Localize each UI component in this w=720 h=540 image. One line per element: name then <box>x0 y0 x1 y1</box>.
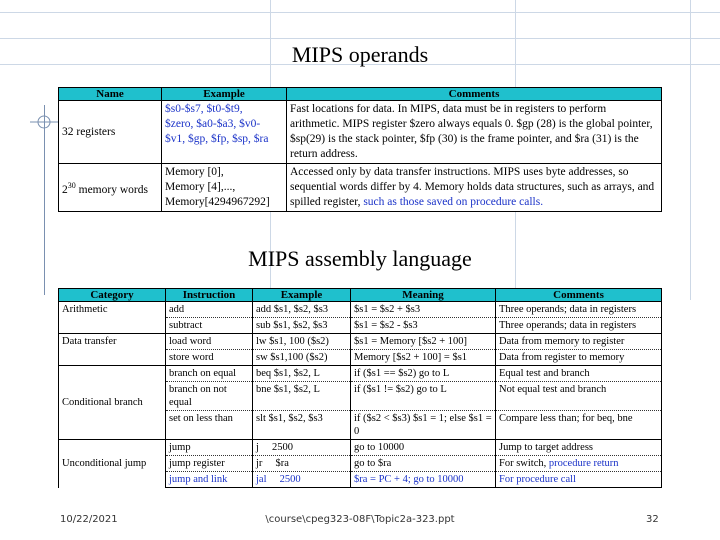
comment-text-highlight: procedure return <box>548 458 619 469</box>
instruction-cell: jump register <box>166 456 253 472</box>
instruction-cell: load word <box>166 334 253 350</box>
example-line: Memory [4],..., <box>165 181 236 193</box>
category-cell: Conditional branch <box>59 366 166 440</box>
comment-cell: Three operands; data in registers <box>496 318 662 334</box>
example-line: Memory[4294967292] <box>165 196 270 208</box>
meaning-cell: $s1 = $s2 + $s3 <box>351 302 496 318</box>
comment-cell: Data from memory to register <box>496 334 662 350</box>
operand-comment: Fast locations for data. In MIPS, data must be in registers to perform arithmetic. MIPS register $zero always equals 0. $gp (28) is the global pointer, $sp(29) is the stack pointer, $fp (30) is the frame pointer, and $ra (31) is the return address. <box>287 101 662 164</box>
column-header: Comments <box>496 289 662 302</box>
example-cell: jal 2500 <box>253 472 351 488</box>
footer-date: 10/22/2021 <box>60 514 118 525</box>
example-cell: slt $s1, $s2, $s3 <box>253 411 351 440</box>
comment-cell: Data from register to memory <box>496 350 662 366</box>
example-cell: bne $s1, $s2, L <box>253 382 351 411</box>
example-cell: jr $ra <box>253 456 351 472</box>
operand-example <box>162 164 287 212</box>
meaning-cell: go to 10000 <box>351 440 496 456</box>
instruction-cell: branch on not equal <box>166 382 253 411</box>
example-line: $s0-$s7, $t0-$t9, <box>165 103 243 115</box>
category-cell: Unconditional jump <box>59 440 166 488</box>
decor-line <box>0 12 720 13</box>
column-header: Example <box>162 88 287 101</box>
meaning-cell: Memory [$s2 + 100] = $s1 <box>351 350 496 366</box>
column-header: Category <box>59 289 166 302</box>
comment-cell: Not equal test and branch <box>496 382 662 411</box>
category-cell: Arithmetic <box>59 302 166 334</box>
meaning-cell: if ($s2 < $s3) $s1 = 1; else $s1 = 0 <box>351 411 496 440</box>
instruction-cell: set on less than <box>166 411 253 440</box>
instruction-cell: jump <box>166 440 253 456</box>
comment-text-highlight: such as those saved on procedure calls. <box>363 196 544 208</box>
meaning-cell: go to $ra <box>351 456 496 472</box>
column-header: Meaning <box>351 289 496 302</box>
operand-comment <box>287 164 662 212</box>
table-header-row <box>59 88 662 101</box>
name-base: 2 <box>62 183 68 196</box>
meaning-cell: $ra = PC + 4; go to 10000 <box>351 472 496 488</box>
operand-name <box>59 164 162 212</box>
example-line: $v1, $gp, $fp, $sp, $ra <box>165 133 269 145</box>
operands-table <box>58 87 662 212</box>
page-number: 32 <box>646 514 659 525</box>
name-exponent: 30 <box>67 180 76 190</box>
example-line: $zero, $a0-$a3, $v0- <box>165 118 261 130</box>
operand-name: 32 registers <box>59 101 162 164</box>
comment-cell <box>496 456 662 472</box>
instruction-cell: subtract <box>166 318 253 334</box>
comment-cell: Equal test and branch <box>496 366 662 382</box>
table-row <box>59 440 662 456</box>
operand-example <box>162 101 287 164</box>
meaning-cell: $s1 = $s2 - $s3 <box>351 318 496 334</box>
meaning-cell: if ($s1 != $s2) go to L <box>351 382 496 411</box>
example-line: Memory [0], <box>165 166 224 178</box>
table-row <box>59 101 662 164</box>
example-cell: beq $s1, $s2, L <box>253 366 351 382</box>
meaning-cell: $s1 = Memory [$s2 + 100] <box>351 334 496 350</box>
instruction-cell: jump and link <box>166 472 253 488</box>
category-cell: Data transfer <box>59 334 166 366</box>
operands-title: MIPS operands <box>291 42 429 67</box>
footer-path: \course\cpeg323-08F\Topic2a-323.ppt <box>265 514 455 525</box>
instruction-cell: add <box>166 302 253 318</box>
assembly-title: MIPS assembly language <box>248 246 472 271</box>
column-header: Comments <box>287 88 662 101</box>
example-cell: lw $s1, 100 ($s2) <box>253 334 351 350</box>
table-header-row <box>59 289 662 302</box>
comment-text: Accessed only by data transfer instructions. MIPS uses byte addresses, so sequential words differ by 4. Memory holds data structures, such as arrays, and spilled register, <box>290 166 655 208</box>
comment-text: For switch, <box>499 458 549 469</box>
example-cell: sub $s1, $s2, $s3 <box>253 318 351 334</box>
comment-cell: For procedure call <box>496 472 662 488</box>
name-rest: memory words <box>75 183 148 196</box>
example-cell: sw $s1,100 ($s2) <box>253 350 351 366</box>
example-cell: j 2500 <box>253 440 351 456</box>
table-row <box>59 334 662 350</box>
instruction-cell: store word <box>166 350 253 366</box>
table-row <box>59 164 662 212</box>
comment-cell: Jump to target address <box>496 440 662 456</box>
target-decoration-icon <box>30 108 60 138</box>
example-cell: add $s1, $s2, $s3 <box>253 302 351 318</box>
assembly-table <box>58 288 662 488</box>
column-header: Example <box>253 289 351 302</box>
decor-line <box>0 38 720 39</box>
table-row <box>59 366 662 382</box>
comment-cell: Compare less than; for beq, bne <box>496 411 662 440</box>
table-row <box>59 302 662 318</box>
column-header: Instruction <box>166 289 253 302</box>
instruction-cell: branch on equal <box>166 366 253 382</box>
meaning-cell: if ($s1 == $s2) go to L <box>351 366 496 382</box>
comment-cell: Three operands; data in registers <box>496 302 662 318</box>
column-header: Name <box>59 88 162 101</box>
